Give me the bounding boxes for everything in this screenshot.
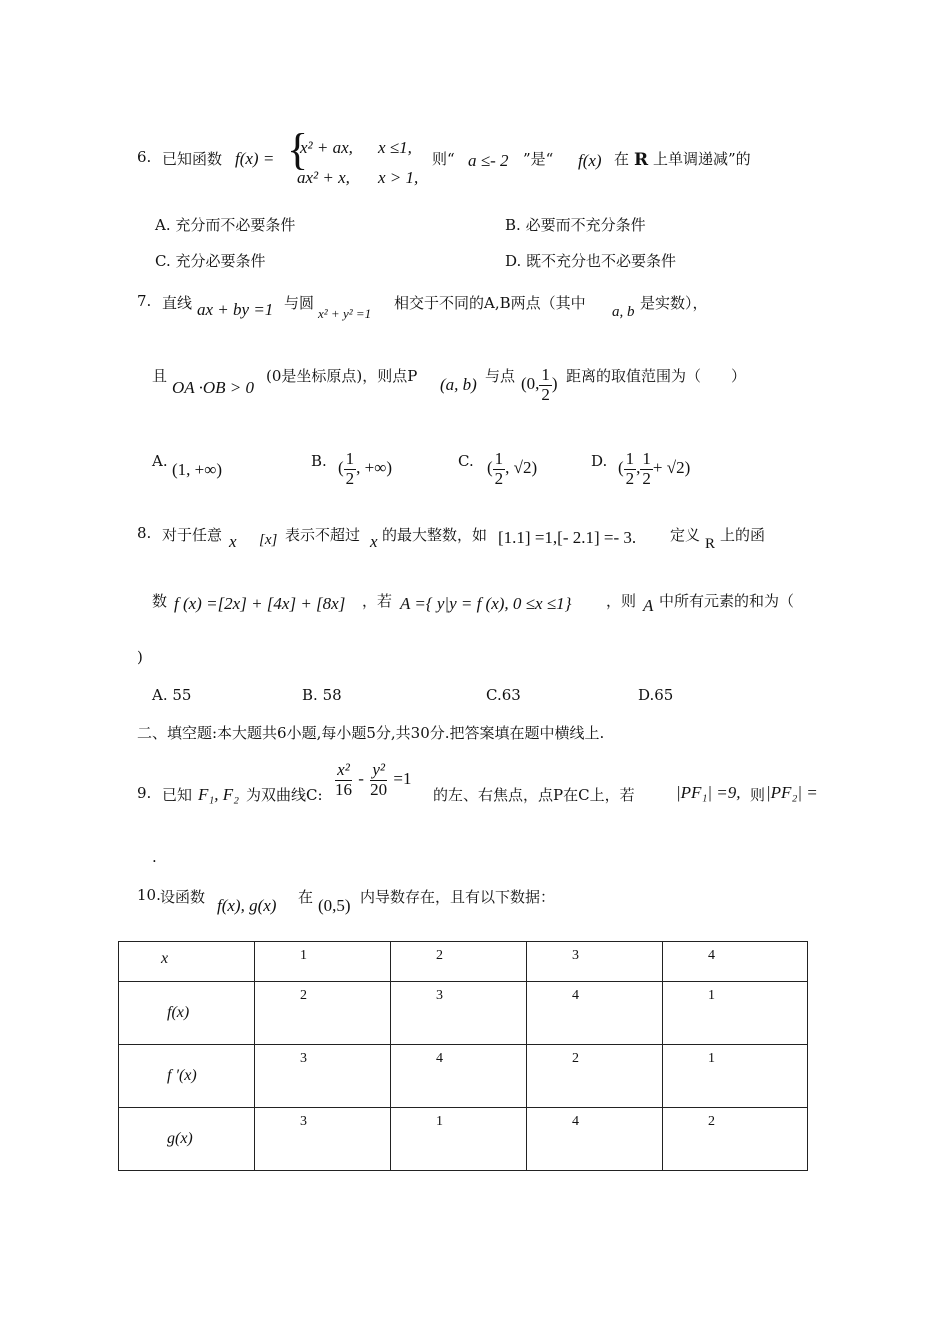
table-row-label: f ′(x): [119, 1045, 255, 1108]
table-cell: 2: [663, 1108, 808, 1171]
q8-r: R: [705, 536, 716, 552]
q7-ab: a, b: [612, 304, 635, 320]
q6-stem-d: 在: [614, 150, 630, 168]
q7-t4: 是实数），: [640, 294, 708, 312]
q8-bx: [x]: [259, 532, 278, 548]
q9-hyperbola: $\frac{\text{x²}}{16}$ - $\frac{\text{y²}}{20}$ =1: [335, 760, 412, 799]
q7-t5: 且: [152, 367, 168, 385]
q10-t1: 设函数: [160, 888, 206, 906]
table-cell: 3: [255, 1108, 391, 1171]
table-header-cell: 4: [663, 942, 808, 982]
q8-a: A: [643, 596, 654, 615]
table-row: [119, 982, 808, 1045]
q6-case2-cond: x > 1,: [378, 168, 419, 187]
q6-stem-a: 已知函数: [162, 150, 223, 168]
q7-dot-eq: OA ·OB > 0: [172, 378, 254, 397]
q8-t4: 定义: [670, 526, 701, 544]
q6-case2-expr: ax² + x,: [297, 168, 350, 187]
q8-number: 8.: [137, 524, 152, 542]
q7-point: (0, $\frac{1}{2}$ ): [521, 365, 558, 404]
table-cell: 1: [663, 982, 808, 1045]
q8-t1: 对于任意: [162, 526, 223, 544]
table-cell: 4: [391, 1045, 527, 1108]
q6-option-b: B. 必要而不充分条件: [505, 216, 646, 234]
q9-t4: 则: [750, 786, 766, 804]
q7-option-b-label: B.: [311, 452, 327, 470]
table-row: [119, 1045, 808, 1108]
table-header-cell: 1: [255, 942, 391, 982]
table-header-cell: 3: [527, 942, 663, 982]
table-cell: 4: [527, 982, 663, 1045]
q6-stem-c: ”是“: [523, 150, 554, 168]
q9-number: 9.: [137, 784, 152, 802]
q8-t3: 的最大整数，如: [382, 526, 488, 544]
table-cell: 1: [391, 1108, 527, 1171]
q7-circle-eq: x² + y² =1: [318, 306, 372, 321]
q6-stem-e: 上单调递减”的: [653, 150, 751, 168]
q10-t3: 内导数存在，且有以下数据：: [360, 888, 556, 906]
q6-stem-b: 则“: [432, 150, 455, 168]
q8-x1: x: [229, 532, 237, 551]
table-cell: 2: [255, 982, 391, 1045]
q7-number: 7.: [137, 292, 152, 310]
q8-example: [1.1] =1,[- 2.1] =- 3.: [498, 528, 637, 547]
q9-t3: 的左、右焦点，点P在C上，若: [433, 786, 635, 804]
q10-interval: (0,5): [318, 896, 351, 915]
q7-option-d: ( $\frac{1}{2}$ , $\frac{1}{2}$ + √2): [618, 449, 691, 488]
data-table: [118, 941, 808, 1171]
q7-t1: 直线: [162, 294, 193, 312]
q8-func: f (x) =[2x] + [4x] + [8x]: [174, 594, 346, 613]
q7-p-coord: (a, b): [440, 375, 477, 394]
q6-fx2: f(x): [578, 151, 602, 170]
table-cell: 2: [527, 1045, 663, 1108]
q8-t8: ，则: [606, 592, 637, 610]
q8-t7: ，若: [362, 592, 393, 610]
table-row-label: g(x): [119, 1108, 255, 1171]
q6-condition: a ≤- 2: [468, 151, 509, 170]
q7-t8: 距离的取值范围为（ ）: [566, 367, 747, 385]
q8-option-b: B. 58: [302, 686, 342, 704]
table-row-label: f(x): [119, 982, 255, 1045]
left-brace: {: [287, 125, 309, 174]
q8-x2: x: [370, 532, 378, 551]
q6-set-r: R: [634, 150, 649, 170]
q8-t10: ): [137, 648, 143, 666]
q7-option-c-label: C.: [458, 452, 474, 470]
q7-t2: 与圆: [284, 294, 315, 312]
section-heading: 二、填空题:本大题共6小题,每小题5分,共30分.把答案填在题中横线上.: [137, 724, 605, 742]
q8-option-d: D.65: [638, 686, 674, 704]
q6-option-d: D. 既不充分也不必要条件: [505, 252, 677, 270]
q8-option-a: A. 55: [152, 686, 192, 704]
table-row: [119, 1108, 808, 1171]
q7-t7: 与点: [485, 367, 516, 385]
q9-t2: 为双曲线C:: [246, 786, 323, 804]
q7-t6: (0是坐标原点)，则点P: [266, 367, 418, 385]
table-cell: 3: [255, 1045, 391, 1108]
table-cell: 1: [663, 1045, 808, 1108]
q10-number: 10.: [137, 886, 161, 904]
q6-option-a: A. 充分而不必要条件: [155, 216, 296, 234]
table-header-cell: 2: [391, 942, 527, 982]
q6-case1-expr: x² + ax,: [300, 138, 353, 157]
q8-option-c: C.63: [486, 686, 521, 704]
q7-t3: 相交于不同的A,B两点（其中: [394, 294, 586, 312]
q7-option-c: ( $\frac{1}{2}$ , √2): [487, 449, 538, 488]
table-cell: 4: [527, 1108, 663, 1171]
q9-pf2: |PF₂| =: [766, 783, 818, 802]
q6-fx: f(x) =: [235, 149, 275, 168]
q6-number: 6.: [137, 148, 152, 166]
q6-case1-cond: x ≤1,: [378, 138, 412, 157]
table-header-cell: x: [119, 942, 255, 982]
q9-blank-end: .: [152, 848, 157, 866]
q9-foci: F₁, F₂: [198, 785, 240, 804]
q7-option-b: ( $\frac{1}{2}$ , +∞): [338, 449, 393, 488]
q7-line-eq: ax + by =1: [197, 300, 274, 319]
q8-t9: 中所有元素的和为（: [659, 592, 795, 610]
q8-t2: 表示不超过: [285, 526, 361, 544]
q9-t1: 已知: [162, 786, 193, 804]
table-header-row: [119, 942, 808, 982]
q10-funcs: f(x), g(x): [217, 896, 277, 915]
q10-t2: 在: [298, 888, 314, 906]
table-cell: 3: [391, 982, 527, 1045]
q8-set-a: A ={ y|y = f (x), 0 ≤x ≤1}: [400, 594, 572, 613]
q7-option-a-label: A.: [152, 452, 168, 470]
q7-option-a: (1, +∞): [172, 460, 223, 479]
q7-option-d-label: D.: [591, 452, 608, 470]
q8-t6: 数: [152, 592, 168, 610]
q9-pf1: |PF₁| =9,: [676, 783, 741, 802]
q8-t5: 上的函: [720, 526, 766, 544]
q6-option-c: C. 充分必要条件: [155, 252, 266, 270]
